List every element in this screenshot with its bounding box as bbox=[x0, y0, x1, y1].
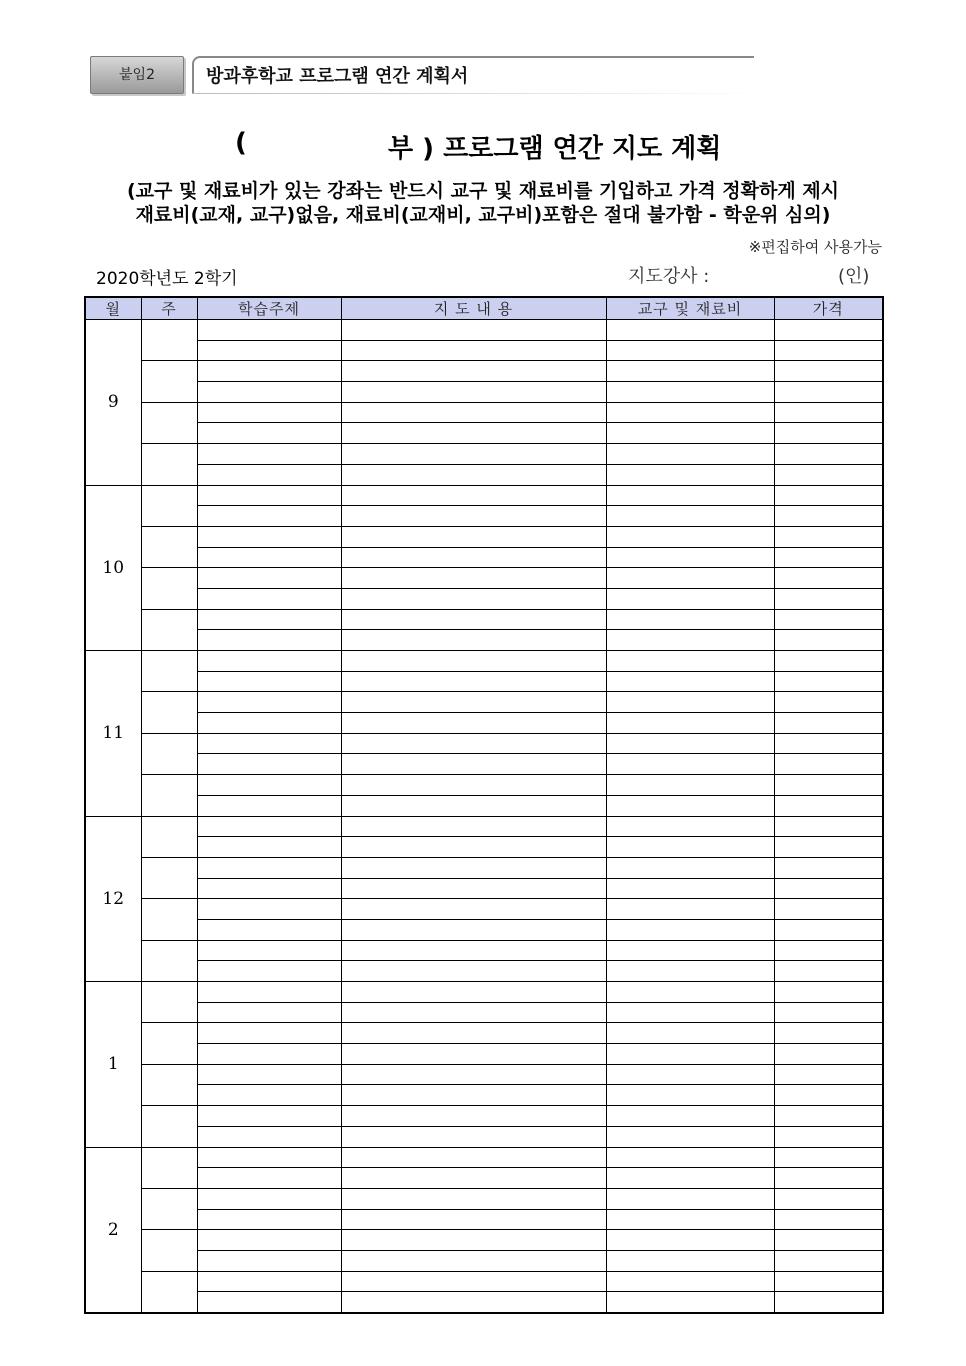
topic-cell[interactable] bbox=[197, 837, 341, 858]
materials-cell[interactable] bbox=[606, 382, 774, 403]
price-cell[interactable] bbox=[774, 713, 883, 734]
content-cell[interactable] bbox=[341, 1002, 606, 1023]
materials-cell[interactable] bbox=[606, 1064, 774, 1085]
content-cell[interactable] bbox=[341, 671, 606, 692]
week-cell[interactable] bbox=[141, 1064, 197, 1105]
price-cell[interactable] bbox=[774, 775, 883, 796]
content-cell[interactable] bbox=[341, 857, 606, 878]
content-cell[interactable] bbox=[341, 361, 606, 382]
price-cell[interactable] bbox=[774, 402, 883, 423]
header-week: 주 bbox=[141, 297, 197, 320]
document-header bbox=[88, 53, 768, 97]
content-cell[interactable] bbox=[341, 982, 606, 1003]
content-cell[interactable] bbox=[341, 568, 606, 589]
table-row bbox=[85, 1044, 883, 1065]
table-row bbox=[85, 919, 883, 940]
materials-cell[interactable] bbox=[606, 1106, 774, 1127]
topic-cell[interactable] bbox=[197, 1292, 341, 1313]
materials-cell[interactable] bbox=[606, 651, 774, 672]
price-cell[interactable] bbox=[774, 630, 883, 651]
table-row bbox=[85, 1126, 883, 1147]
table-row bbox=[85, 340, 883, 361]
topic-cell[interactable] bbox=[197, 630, 341, 651]
content-cell[interactable] bbox=[341, 382, 606, 403]
table-row bbox=[85, 982, 883, 1003]
table-row bbox=[85, 588, 883, 609]
table-body bbox=[85, 320, 883, 1314]
topic-cell[interactable] bbox=[197, 402, 341, 423]
content-cell[interactable] bbox=[341, 733, 606, 754]
topic-cell[interactable] bbox=[197, 609, 341, 630]
table-row bbox=[85, 816, 883, 837]
price-cell[interactable] bbox=[774, 382, 883, 403]
week-cell[interactable] bbox=[141, 1188, 197, 1229]
table-row bbox=[85, 630, 883, 651]
topic-cell[interactable] bbox=[197, 1250, 341, 1271]
materials-cell[interactable] bbox=[606, 340, 774, 361]
materials-cell[interactable] bbox=[606, 506, 774, 527]
table-row bbox=[85, 754, 883, 775]
table-row bbox=[85, 1209, 883, 1230]
page-title bbox=[0, 128, 966, 168]
price-cell[interactable] bbox=[774, 899, 883, 920]
content-cell[interactable] bbox=[341, 1230, 606, 1251]
table-row bbox=[85, 382, 883, 403]
week-cell[interactable] bbox=[141, 1023, 197, 1064]
table-row bbox=[85, 857, 883, 878]
table-row bbox=[85, 444, 883, 465]
price-cell[interactable] bbox=[774, 1147, 883, 1168]
week-cell[interactable] bbox=[141, 526, 197, 567]
materials-cell[interactable] bbox=[606, 1002, 774, 1023]
topic-cell[interactable] bbox=[197, 1044, 341, 1065]
price-cell[interactable] bbox=[774, 423, 883, 444]
topic-cell[interactable] bbox=[197, 1023, 341, 1044]
materials-cell[interactable] bbox=[606, 1044, 774, 1065]
materials-cell[interactable] bbox=[606, 402, 774, 423]
price-cell[interactable] bbox=[774, 878, 883, 899]
month-cell: 2 bbox=[85, 1147, 141, 1313]
materials-cell[interactable] bbox=[606, 1126, 774, 1147]
topic-cell[interactable] bbox=[197, 982, 341, 1003]
week-cell[interactable] bbox=[141, 733, 197, 774]
topic-cell[interactable] bbox=[197, 754, 341, 775]
content-cell[interactable] bbox=[341, 1292, 606, 1313]
topic-cell[interactable] bbox=[197, 1168, 341, 1189]
content-cell[interactable] bbox=[341, 878, 606, 899]
table-row bbox=[85, 671, 883, 692]
month-cell: 10 bbox=[85, 485, 141, 651]
materials-cell[interactable] bbox=[606, 1168, 774, 1189]
week-cell[interactable] bbox=[141, 775, 197, 816]
materials-cell[interactable] bbox=[606, 1292, 774, 1313]
materials-cell[interactable] bbox=[606, 692, 774, 713]
header-materials: 교구 및 재료비 bbox=[606, 297, 774, 320]
price-cell[interactable] bbox=[774, 568, 883, 589]
table-row bbox=[85, 651, 883, 672]
month-cell: 1 bbox=[85, 982, 141, 1148]
price-cell[interactable] bbox=[774, 1126, 883, 1147]
price-cell[interactable] bbox=[774, 651, 883, 672]
topic-cell[interactable] bbox=[197, 1106, 341, 1127]
week-cell[interactable] bbox=[141, 692, 197, 733]
content-cell[interactable] bbox=[341, 692, 606, 713]
content-cell[interactable] bbox=[341, 1250, 606, 1271]
content-cell[interactable] bbox=[341, 1085, 606, 1106]
materials-cell[interactable] bbox=[606, 1188, 774, 1209]
week-cell[interactable] bbox=[141, 361, 197, 402]
price-cell[interactable] bbox=[774, 340, 883, 361]
topic-cell[interactable] bbox=[197, 1085, 341, 1106]
content-cell[interactable] bbox=[341, 1188, 606, 1209]
table-row bbox=[85, 1168, 883, 1189]
table-row bbox=[85, 1250, 883, 1271]
topic-cell[interactable] bbox=[197, 899, 341, 920]
topic-cell[interactable] bbox=[197, 1002, 341, 1023]
topic-cell[interactable] bbox=[197, 713, 341, 734]
topic-cell[interactable] bbox=[197, 1064, 341, 1085]
price-cell[interactable] bbox=[774, 444, 883, 465]
header-title-box bbox=[192, 56, 754, 94]
materials-cell[interactable] bbox=[606, 547, 774, 568]
table-row bbox=[85, 1147, 883, 1168]
topic-cell[interactable] bbox=[197, 444, 341, 465]
content-cell[interactable] bbox=[341, 423, 606, 444]
price-cell[interactable] bbox=[774, 1250, 883, 1271]
table-row bbox=[85, 795, 883, 816]
content-cell[interactable] bbox=[341, 320, 606, 341]
price-cell[interactable] bbox=[774, 671, 883, 692]
week-cell[interactable] bbox=[141, 609, 197, 650]
content-cell[interactable] bbox=[341, 775, 606, 796]
content-cell[interactable] bbox=[341, 961, 606, 982]
table-row bbox=[85, 1188, 883, 1209]
table-row bbox=[85, 423, 883, 444]
content-cell[interactable] bbox=[341, 340, 606, 361]
table-row bbox=[85, 1292, 883, 1313]
annual-plan-table bbox=[84, 296, 884, 1314]
table-row bbox=[85, 320, 883, 341]
topic-cell[interactable] bbox=[197, 692, 341, 713]
price-cell[interactable] bbox=[774, 1106, 883, 1127]
price-cell[interactable] bbox=[774, 919, 883, 940]
table-row bbox=[85, 1271, 883, 1292]
price-cell[interactable] bbox=[774, 857, 883, 878]
table-row bbox=[85, 1064, 883, 1085]
header-month: 월 bbox=[85, 297, 141, 320]
table-row bbox=[85, 1106, 883, 1127]
table-row bbox=[85, 733, 883, 754]
content-cell[interactable] bbox=[341, 1126, 606, 1147]
topic-cell[interactable] bbox=[197, 775, 341, 796]
week-cell[interactable] bbox=[141, 816, 197, 857]
seal-mark: (인) bbox=[838, 266, 870, 287]
materials-cell[interactable] bbox=[606, 857, 774, 878]
content-cell[interactable] bbox=[341, 1209, 606, 1230]
header-divider bbox=[192, 93, 762, 94]
content-cell[interactable] bbox=[341, 816, 606, 837]
materials-cell[interactable] bbox=[606, 733, 774, 754]
notice-line-1: (교구 및 재료비가 있는 강좌는 반드시 교구 및 재료비를 기입하고 가격 정확하게 제시 bbox=[126, 180, 840, 202]
price-cell[interactable] bbox=[774, 1188, 883, 1209]
materials-cell[interactable] bbox=[606, 630, 774, 651]
week-cell[interactable] bbox=[141, 982, 197, 1023]
content-cell[interactable] bbox=[341, 1271, 606, 1292]
table-row bbox=[85, 506, 883, 527]
week-cell[interactable] bbox=[141, 940, 197, 981]
title-text: 부 ) 프로그램 연간 지도 계획 bbox=[388, 134, 722, 164]
topic-cell[interactable] bbox=[197, 961, 341, 982]
content-cell[interactable] bbox=[341, 1106, 606, 1127]
materials-cell[interactable] bbox=[606, 1250, 774, 1271]
topic-cell[interactable] bbox=[197, 320, 341, 341]
price-cell[interactable] bbox=[774, 940, 883, 961]
topic-cell[interactable] bbox=[197, 1126, 341, 1147]
content-cell[interactable] bbox=[341, 588, 606, 609]
materials-cell[interactable] bbox=[606, 1230, 774, 1251]
week-cell[interactable] bbox=[141, 857, 197, 898]
week-cell[interactable] bbox=[141, 444, 197, 485]
topic-cell[interactable] bbox=[197, 1230, 341, 1251]
week-cell[interactable] bbox=[141, 1106, 197, 1147]
price-cell[interactable] bbox=[774, 754, 883, 775]
table-header-row bbox=[85, 297, 883, 320]
content-cell[interactable] bbox=[341, 1147, 606, 1168]
topic-cell[interactable] bbox=[197, 733, 341, 754]
topic-cell[interactable] bbox=[197, 1188, 341, 1209]
topic-cell[interactable] bbox=[197, 919, 341, 940]
content-cell[interactable] bbox=[341, 795, 606, 816]
price-cell[interactable] bbox=[774, 1002, 883, 1023]
topic-cell[interactable] bbox=[197, 464, 341, 485]
price-cell[interactable] bbox=[774, 609, 883, 630]
topic-cell[interactable] bbox=[197, 361, 341, 382]
price-cell[interactable] bbox=[774, 1085, 883, 1106]
month-cell: 12 bbox=[85, 816, 141, 982]
content-cell[interactable] bbox=[341, 754, 606, 775]
table-row bbox=[85, 713, 883, 734]
week-cell[interactable] bbox=[141, 651, 197, 692]
month-cell: 9 bbox=[85, 320, 141, 486]
content-cell[interactable] bbox=[341, 1044, 606, 1065]
price-cell[interactable] bbox=[774, 816, 883, 837]
table-row bbox=[85, 878, 883, 899]
materials-cell[interactable] bbox=[606, 775, 774, 796]
content-cell[interactable] bbox=[341, 1064, 606, 1085]
week-cell[interactable] bbox=[141, 402, 197, 443]
teacher-label: 지도강사 : bbox=[628, 266, 710, 287]
table-row bbox=[85, 609, 883, 630]
topic-cell[interactable] bbox=[197, 878, 341, 899]
topic-cell[interactable] bbox=[197, 382, 341, 403]
materials-cell[interactable] bbox=[606, 878, 774, 899]
header-price: 가격 bbox=[774, 297, 883, 320]
price-cell[interactable] bbox=[774, 982, 883, 1003]
price-cell[interactable] bbox=[774, 547, 883, 568]
week-cell[interactable] bbox=[141, 320, 197, 361]
topic-cell[interactable] bbox=[197, 857, 341, 878]
topic-cell[interactable] bbox=[197, 671, 341, 692]
header-title: 방과후학교 프로그램 연간 계획서 bbox=[206, 66, 469, 87]
materials-cell[interactable] bbox=[606, 1147, 774, 1168]
materials-cell[interactable] bbox=[606, 940, 774, 961]
content-cell[interactable] bbox=[341, 837, 606, 858]
topic-cell[interactable] bbox=[197, 547, 341, 568]
table-row bbox=[85, 526, 883, 547]
content-cell[interactable] bbox=[341, 485, 606, 506]
week-cell[interactable] bbox=[141, 1271, 197, 1313]
topic-cell[interactable] bbox=[197, 506, 341, 527]
materials-cell[interactable] bbox=[606, 1085, 774, 1106]
content-cell[interactable] bbox=[341, 630, 606, 651]
price-cell[interactable] bbox=[774, 361, 883, 382]
price-cell[interactable] bbox=[774, 526, 883, 547]
edit-note: ※편집하여 사용가능 bbox=[748, 238, 882, 256]
table-row bbox=[85, 899, 883, 920]
table-row bbox=[85, 485, 883, 506]
content-cell[interactable] bbox=[341, 464, 606, 485]
header-content: 지 도 내 용 bbox=[341, 297, 606, 320]
materials-cell[interactable] bbox=[606, 361, 774, 382]
price-cell[interactable] bbox=[774, 1271, 883, 1292]
materials-cell[interactable] bbox=[606, 1023, 774, 1044]
price-cell[interactable] bbox=[774, 485, 883, 506]
table-row bbox=[85, 961, 883, 982]
materials-cell[interactable] bbox=[606, 919, 774, 940]
price-cell[interactable] bbox=[774, 1044, 883, 1065]
week-cell[interactable] bbox=[141, 1147, 197, 1188]
content-cell[interactable] bbox=[341, 919, 606, 940]
materials-cell[interactable] bbox=[606, 671, 774, 692]
price-cell[interactable] bbox=[774, 320, 883, 341]
week-cell[interactable] bbox=[141, 568, 197, 609]
table-row bbox=[85, 940, 883, 961]
topic-cell[interactable] bbox=[197, 816, 341, 837]
content-cell[interactable] bbox=[341, 506, 606, 527]
topic-cell[interactable] bbox=[197, 651, 341, 672]
materials-cell[interactable] bbox=[606, 899, 774, 920]
content-cell[interactable] bbox=[341, 402, 606, 423]
price-cell[interactable] bbox=[774, 692, 883, 713]
materials-cell[interactable] bbox=[606, 961, 774, 982]
materials-cell[interactable] bbox=[606, 982, 774, 1003]
materials-cell[interactable] bbox=[606, 609, 774, 630]
week-cell[interactable] bbox=[141, 899, 197, 940]
price-cell[interactable] bbox=[774, 464, 883, 485]
topic-cell[interactable] bbox=[197, 340, 341, 361]
semester-label: 2020학년도 2학기 bbox=[96, 269, 238, 289]
price-cell[interactable] bbox=[774, 588, 883, 609]
price-cell[interactable] bbox=[774, 733, 883, 754]
topic-cell[interactable] bbox=[197, 423, 341, 444]
topic-cell[interactable] bbox=[197, 1209, 341, 1230]
price-cell[interactable] bbox=[774, 837, 883, 858]
topic-cell[interactable] bbox=[197, 1147, 341, 1168]
table-row bbox=[85, 1023, 883, 1044]
topic-cell[interactable] bbox=[197, 588, 341, 609]
topic-cell[interactable] bbox=[197, 485, 341, 506]
materials-cell[interactable] bbox=[606, 713, 774, 734]
materials-cell[interactable] bbox=[606, 795, 774, 816]
content-cell[interactable] bbox=[341, 444, 606, 465]
table-row bbox=[85, 837, 883, 858]
month-cell: 11 bbox=[85, 651, 141, 817]
materials-cell[interactable] bbox=[606, 754, 774, 775]
materials-cell[interactable] bbox=[606, 320, 774, 341]
week-cell[interactable] bbox=[141, 485, 197, 526]
price-cell[interactable] bbox=[774, 1168, 883, 1189]
price-cell[interactable] bbox=[774, 1064, 883, 1085]
price-cell[interactable] bbox=[774, 961, 883, 982]
topic-cell[interactable] bbox=[197, 940, 341, 961]
price-cell[interactable] bbox=[774, 1292, 883, 1313]
attachment-tab-label: 붙임2 bbox=[90, 56, 184, 94]
price-cell[interactable] bbox=[774, 506, 883, 527]
materials-cell[interactable] bbox=[606, 816, 774, 837]
content-cell[interactable] bbox=[341, 1023, 606, 1044]
price-cell[interactable] bbox=[774, 1023, 883, 1044]
content-cell[interactable] bbox=[341, 940, 606, 961]
title-open-bracket: ( bbox=[235, 128, 247, 158]
content-cell[interactable] bbox=[341, 651, 606, 672]
topic-cell[interactable] bbox=[197, 568, 341, 589]
content-cell[interactable] bbox=[341, 713, 606, 734]
table-row bbox=[85, 1230, 883, 1251]
materials-cell[interactable] bbox=[606, 1271, 774, 1292]
materials-cell[interactable] bbox=[606, 423, 774, 444]
materials-cell[interactable] bbox=[606, 485, 774, 506]
content-cell[interactable] bbox=[341, 1168, 606, 1189]
price-cell[interactable] bbox=[774, 1209, 883, 1230]
materials-cell[interactable] bbox=[606, 1209, 774, 1230]
materials-cell[interactable] bbox=[606, 464, 774, 485]
content-cell[interactable] bbox=[341, 526, 606, 547]
table-row bbox=[85, 547, 883, 568]
content-cell[interactable] bbox=[341, 899, 606, 920]
materials-cell[interactable] bbox=[606, 444, 774, 465]
materials-cell[interactable] bbox=[606, 526, 774, 547]
table-row bbox=[85, 361, 883, 382]
topic-cell[interactable] bbox=[197, 1271, 341, 1292]
notice-line-2: 재료비(교재, 교구)없음, 재료비(교재비, 교구비)포함은 절대 불가함 - 학운위 심의) bbox=[135, 204, 831, 226]
header-topic: 학습주제 bbox=[197, 297, 341, 320]
price-cell[interactable] bbox=[774, 1230, 883, 1251]
materials-cell[interactable] bbox=[606, 588, 774, 609]
table-row bbox=[85, 464, 883, 485]
topic-cell[interactable] bbox=[197, 526, 341, 547]
content-cell[interactable] bbox=[341, 609, 606, 630]
table-row bbox=[85, 402, 883, 423]
content-cell[interactable] bbox=[341, 547, 606, 568]
table-row bbox=[85, 1085, 883, 1106]
table-row bbox=[85, 692, 883, 713]
topic-cell[interactable] bbox=[197, 795, 341, 816]
table-row bbox=[85, 1002, 883, 1023]
table-row bbox=[85, 568, 883, 589]
price-cell[interactable] bbox=[774, 795, 883, 816]
table-row bbox=[85, 775, 883, 796]
materials-cell[interactable] bbox=[606, 837, 774, 858]
week-cell[interactable] bbox=[141, 1230, 197, 1271]
materials-cell[interactable] bbox=[606, 568, 774, 589]
